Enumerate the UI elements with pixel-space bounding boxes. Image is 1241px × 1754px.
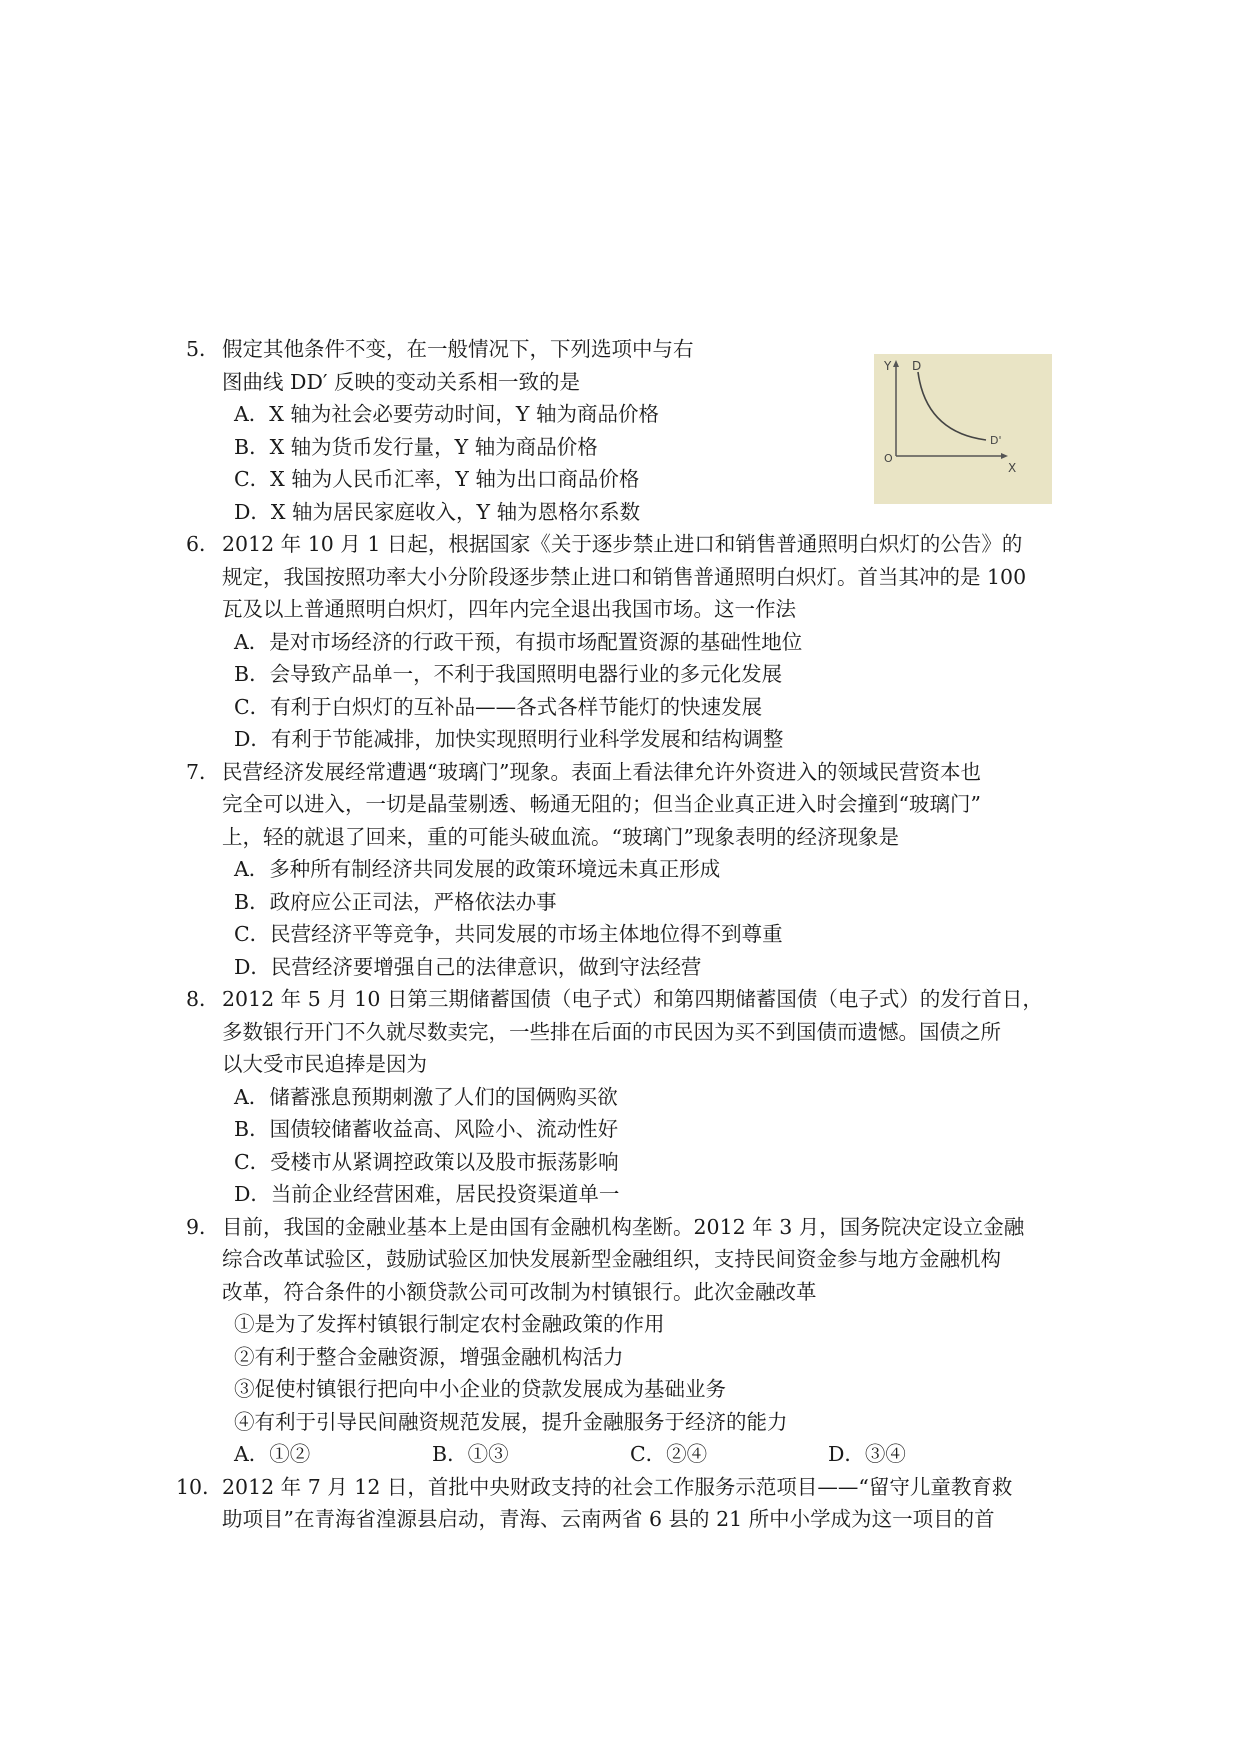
question-number: 6． [186, 532, 220, 556]
stem-line: 2012 年 5 月 10 日第三期储蓄国债（电子式）和第四期储蓄国债（电子式）的发行首日， [222, 987, 1043, 1011]
statement-4: ④有利于引导民间融资规范发展，提升金融服务于经济的能力 [234, 1409, 788, 1434]
stem-line: 瓦及以上普通照明白炽灯，四年内完全退出我国市场。这一作法 [222, 597, 796, 621]
question-stem [222, 1471, 1066, 1536]
option-b: B．X 轴为货币发行量，Y 轴为商品价格 [234, 434, 598, 459]
question-stem [222, 983, 1066, 1081]
x-axis-label: X [1008, 461, 1017, 475]
stem-line: 综合改革试验区，鼓励试验区加快发展新型金融组织，支持民间资金参与地方金融机构 [222, 1247, 1001, 1271]
option-d: D．当前企业经营困难，居民投资渠道单一 [234, 1182, 620, 1206]
stem-line: 上，轻的就退了回来，重的可能头破血流。“玻璃门”现象表明的经济现象是 [222, 824, 899, 849]
option-a: A．X 轴为社会必要劳动时间，Y 轴为商品价格 [234, 402, 659, 426]
option-a: A．是对市场经济的行政干预，有损市场配置资源的基础性地位 [234, 629, 803, 654]
option-c: C．X 轴为人民币汇率，Y 轴为出口商品价格 [234, 467, 640, 491]
question-number: 7． [186, 759, 220, 784]
statement-1: ①是为了发挥村镇银行制定农村金融政策的作用 [234, 1312, 665, 1336]
option-c: C．有利于白炽灯的互补品——各式各样节能灯的快速发展 [234, 694, 763, 719]
option-c: C．民营经济平等竞争，共同发展的市场主体地位得不到尊重 [234, 922, 783, 946]
stem-line: 假定其他条件不变，在一般情况下，下列选项中与右 [222, 337, 694, 361]
stem-line: 以大受市民追捧是因为 [222, 1052, 427, 1076]
stem-line: 完全可以进入，一切是晶莹剔透、畅通无阻的；但当企业真正进入时会撞到“玻璃门” [222, 792, 981, 816]
option-b: B．①③ [432, 1442, 509, 1466]
stem-line: 助项目”在青海省湟源县启动，青海、云南两省 6 县的 21 所中小学成为这一项目的首 [222, 1507, 995, 1531]
stem-line: 2012 年 7 月 12 日，首批中央财政支持的社会工作服务示范项目——“留守儿童教育救 [222, 1474, 1013, 1499]
option-a: A．①② [234, 1442, 311, 1466]
stem-line: 改革，符合条件的小额贷款公司可改制为村镇银行。此次金融改革 [222, 1279, 817, 1304]
y-axis-label: Y [884, 359, 892, 373]
stem-line: 规定，我国按照功率大小分阶段逐步禁止进口和销售普通照明白炽灯。首当其冲的是 100 [222, 564, 1027, 589]
question-list [176, 333, 1066, 1536]
question-6 [186, 528, 1066, 756]
question-7 [186, 756, 1066, 984]
question-8 [186, 983, 1066, 1211]
option-b: B．国债较储蓄收益高、风险小、流动性好 [234, 1117, 619, 1141]
question-stem [222, 528, 1066, 626]
question-5 [186, 333, 1066, 528]
option-a: A．多种所有制经济共同发展的政策环境远未真正形成 [234, 857, 721, 881]
option-a: A．储蓄涨息预期刺激了人们的国俩购买欲 [234, 1084, 618, 1109]
option-b: B．政府应公正司法，严格依法办事 [234, 889, 557, 914]
question-number: 5． [186, 337, 220, 361]
origin-label: O [884, 452, 893, 465]
option-row [222, 1438, 1066, 1471]
statement-3: ③促使村镇银行把向中小企业的贷款发展成为基础业务 [234, 1377, 726, 1401]
stem-line: 图曲线 DD′ 反映的变动关系相一致的是 [222, 369, 581, 394]
option-d: D．③④ [828, 1442, 906, 1466]
d-label: D [912, 359, 922, 373]
option-b: B．会导致产品单一，不利于我国照明电器行业的多元化发展 [234, 662, 783, 686]
option-d: D．民营经济要增强自己的法律意识，做到守法经营 [234, 954, 702, 979]
option-d: D．有利于节能减排，加快实现照明行业科学发展和结构调整 [234, 727, 784, 751]
stem-line: 民营经济发展经常遭遇“玻璃门”现象。表面上看法律允许外资进入的领域民营资本也 [222, 759, 981, 784]
option-d: D．X 轴为居民家庭收入，Y 轴为恩格尔系数 [234, 499, 641, 524]
question-number: 10． [176, 1474, 223, 1499]
question-9 [186, 1211, 1066, 1471]
option-c: C．②④ [630, 1442, 708, 1466]
d-prime-label: D' [990, 434, 1002, 447]
stem-line: 多数银行开门不久就尽数卖完，一些排在后面的市民因为买不到国债而遗憾。国债之所 [222, 1019, 1001, 1044]
option-c: C．受楼市从紧调控政策以及股市振荡影响 [234, 1149, 619, 1174]
question-stem [222, 756, 1066, 854]
question-number: 8． [186, 987, 220, 1011]
stem-line: 2012 年 10 月 1 日起，根据国家《关于逐步禁止进口和销售普通照明白炽灯的公告》的 [222, 532, 1023, 556]
question-stem [222, 1211, 1066, 1309]
statement-2: ②有利于整合金融资源，增强金融机构活力 [234, 1344, 624, 1369]
stem-line: 目前，我国的金融业基本上是由国有金融机构垄断。2012 年 3 月，国务院决定设立金融 [222, 1214, 1025, 1239]
question-number: 9． [186, 1214, 220, 1239]
question-stem [222, 333, 762, 398]
question-10 [176, 1471, 1066, 1536]
